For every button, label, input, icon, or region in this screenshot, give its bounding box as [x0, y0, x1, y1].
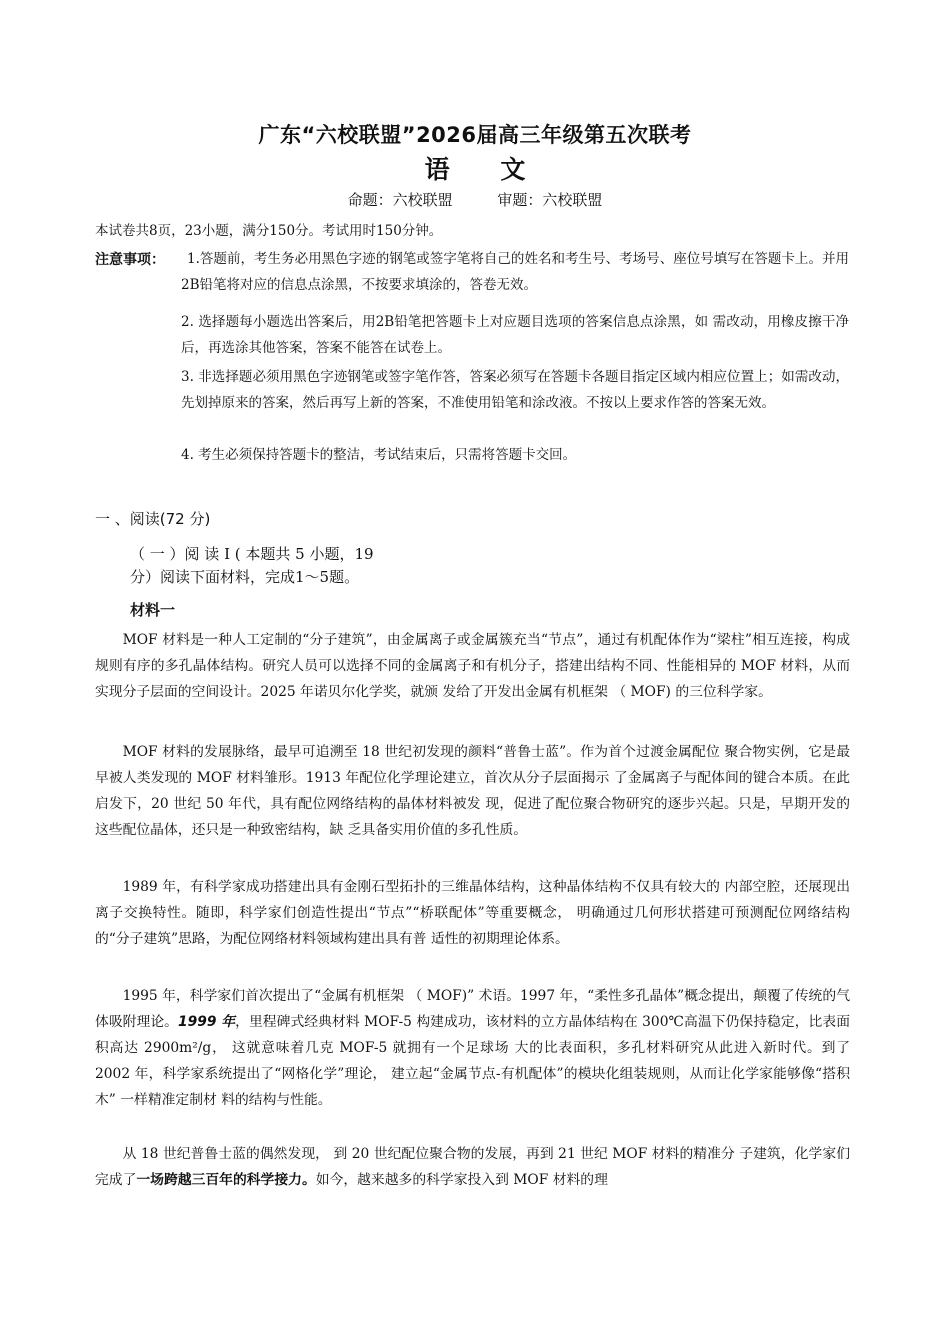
reading-line-1: （ 一 ）阅 读 I ( 本题共 5 小题，19: [130, 545, 374, 563]
section-title: 一 、阅读(72 分): [95, 510, 211, 528]
paragraph-5-part-1: 从 18 世纪普鲁士蓝的偶然发现， 到 20 世纪配位聚合物的发展，再到 21 世纪 MOF 材料的精准分 子建筑，化学家们完成了: [95, 1146, 850, 1188]
notice-item-1: 1.答题前，考生务必用黑色字迹的钢笔或签字笔将自己的姓名和考生号、考场号、座位号填写在答题卡上。并用2B铅笔将对应的信息点涂黑，不按要求填涂的，答卷无效。: [181, 251, 849, 293]
exam-intro: 本试卷共8页，23小题，满分150分。考试用时150分钟。: [95, 223, 443, 239]
authors-line: [0, 189, 950, 210]
paragraph-2: MOF 材料的发展脉络，最早可追溯至 18 世纪初发现的颜料“普鲁士蓝”。作为首个过渡金属配位 聚合物实例，它是最早被人类发现的 MOF 材料雏形。1913 年配位化学理论建立，首次从分子层面揭示 了金属离子与配体间的键合本质。在此启发下，20 世纪 50 年代，具有配位网络结构的晶体材料被发 现，促进了配位聚合物研究的逐步兴起。只是，早期开发的这些配位晶体，还只是一种致密结构，缺 乏具备实用价值的多孔性质。: [95, 744, 850, 838]
material-label: 材料一: [130, 601, 176, 619]
reading-instructions: [130, 543, 420, 589]
paragraph-5: [95, 1141, 850, 1193]
notice-item-4: 4. 考生必须保持答题卡的整洁，考试结束后，只需将答题卡交回。: [181, 447, 577, 463]
paragraph-4-part-1: 1995 年，科学家们首次提出了“金属有机框架 （ MOF)” 术语。1997 年，“柔性多孔晶体”概念提出，颠覆了传统的气体吸附理论。: [95, 988, 850, 1030]
paragraph-4: [95, 983, 850, 1113]
notice-label: 注意事项：: [95, 252, 165, 268]
paragraph-4-part-2: ，里程碑式经典材料 MOF-5 构建成功，该材料的立方晶体结构在 300℃高温下仍保持稳定，比表面积高达 2900m²/g， 这就意味着几克 MOF-5 就拥有一个足球场 大的比表面积，多孔材料研究从此进入新时代。到了 2002 年，科学家系统提出了“网格化学”理论， 建立起“金属节点-有机配体”的模块化组装规则，从而让化学家能够像“搭积木” 一样精准定制材 料的结构与性能。: [95, 1014, 851, 1108]
exam-title: 广东“六校联盟”2026届高三年级第五次联考: [258, 123, 692, 147]
paragraph-1: MOF 材料是一种人工定制的“分子建筑”，由金属离子或金属簇充当“节点”，通过有机配体作为“梁柱”相互连接，构成规则有序的多孔晶体结构。研究人员可以选择不同的金属离子和有机分子，搭建出结构不同、性能相异的 MOF 材料，从而实现分子层面的空间设计。2025 年诺贝尔化学奖，就颁 发给了开发出金属有机框架 （ MOF) 的三位科学家。: [95, 632, 850, 700]
notice-item-2: 2. 选择题每小题选出答案后，用2B铅笔把答题卡上对应题目选项的答案信息点涂黑，如 需改动，用橡皮擦干净后，再选涂其他答案，答案不能答在试卷上。: [181, 314, 849, 356]
reading-line-2: 分）阅读下面材料，完成1～5题。: [130, 568, 360, 586]
paragraph-5-part-2: 如今，越来越多的科学家投入到 MOF 材料的理: [315, 1172, 608, 1188]
paragraph-5-emphasis: 一场跨越三百年的科学接力。: [136, 1172, 316, 1188]
paragraph-4-emphasis: 1999 年: [178, 1014, 236, 1030]
subject-title: 语 文: [424, 155, 526, 184]
setter-text: 命题：六校联盟: [347, 191, 453, 209]
notice-item-3: 3. 非选择题必须用黑色字迹钢笔或签字笔作答，答案必须写在答题卡各题目指定区域内相应位置上；如需改动，先划掉原来的答案，然后再写上新的答案，不准使用铅笔和涂改液。不按以上要求作答的答案无效。: [181, 369, 849, 411]
reviewer-text: 审题：六校联盟: [497, 191, 603, 209]
paragraph-3: 1989 年，有科学家成功搭建出具有金刚石型拓扑的三维晶体结构，这种晶体结构不仅具有较大的 内部空腔，还展现出离子交换特性。随即，科学家们创造性提出“节点”“桥联配体”等重要概念， 明确通过几何形状搭建可预测配位网络结构的“分子建筑”思路，为配位网络材料领域构建出具有普 适性的初期理论体系。: [95, 879, 850, 947]
